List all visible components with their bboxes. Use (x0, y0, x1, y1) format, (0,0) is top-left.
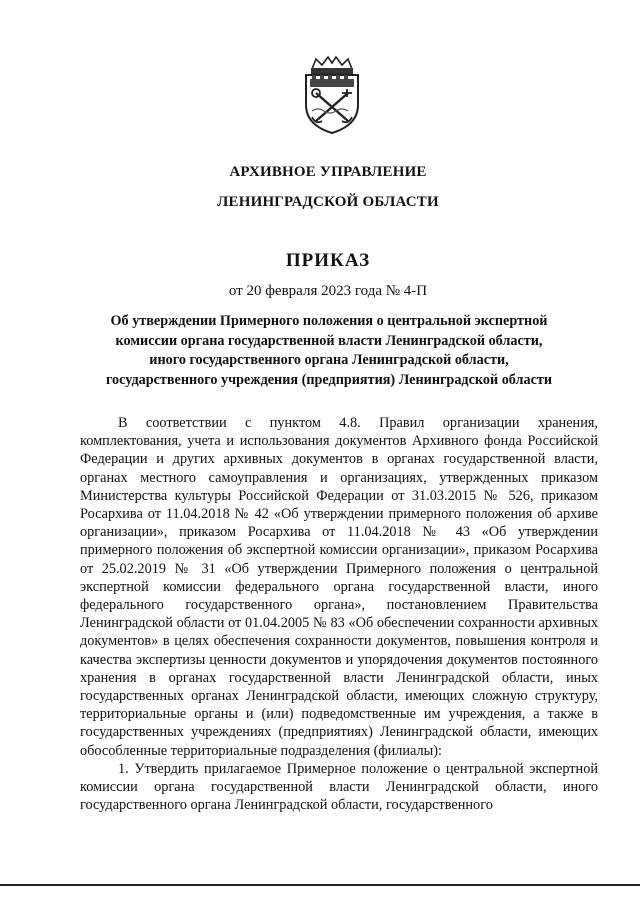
coat-of-arms-icon (298, 55, 366, 135)
document-date-number: от 20 февраля 2023 года № 4-П (228, 283, 428, 299)
document-subject: Об утверждении Примерного положения о центральной экспертной комиссии органа государственной власти Ленинградской области, иного государственного органа Ленинградской области, государственного учреждения (предприятия) Ленинградской области (105, 313, 553, 388)
item-1-paragraph: 1. Утвердить прилагаемое Примерное положение о центральной экспертной комиссии органа государственной власти Ленинградской области, иного государственного органа Ленинградской области, государственного (80, 760, 598, 814)
preamble-paragraph: В соответствии с пунктом 4.8. Правил организации хранения, комплектования, учета и использования документов Архивного фонда Российской Федерации и других архивных документов в органах государственной власти, органах местного самоуправления и организациях, утвержденных приказом Министерства культуры Российской Федерации от 31.03.2015 № 526, приказом Росархива от 11.04.2018 № 42 «Об утверждении примерного положения об архиве организации», приказом Росархива от 11.04.2018 № 43 «Об утверждении примерного положения об экспертной комиссии организации», приказом Росархива от 25.02.2019 № 31 «Об утверждении Примерного положения о центральной экспертной комиссии федерального органа государственной власти, иного федерального государственного органа», постановлением Правительства Ленинградской области от 01.04.2005 № 83 «Об обеспечении сохранности архивных документов» в целях обеспечения сохранности документов, повышения контроля и качества экспертизы ценности документов и упорядочения документов постоянного хранения в органах государственной власти Ленинградской области, иных государственных органах Ленинградской области, имеющих сложную структуру, территориальные органы и (или) подведомственные им учреждения, а также в государственных учреждениях (предприятиях) Ленинградской области, имеющих обособленные территориальные подразделения (филиалы): (80, 415, 598, 759)
org-name-line2: ЛЕНИНГРАДСКОЙ ОБЛАСТИ (217, 194, 439, 210)
document-title: ПРИКАЗ (285, 250, 371, 271)
org-name-line1: АРХИВНОЕ УПРАВЛЕНИЕ (229, 164, 427, 180)
scan-edge-divider (0, 884, 640, 886)
document-body (80, 414, 598, 814)
